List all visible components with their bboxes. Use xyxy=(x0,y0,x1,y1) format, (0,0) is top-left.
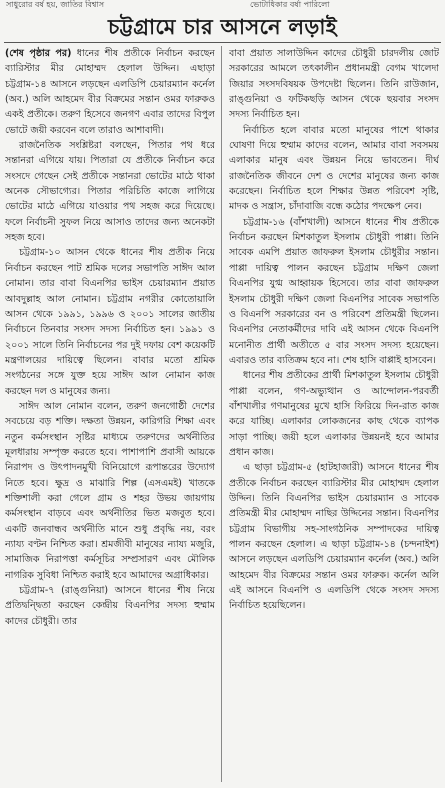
column-divider xyxy=(221,46,222,782)
previous-article-strip xyxy=(0,0,445,10)
paragraph: এ ছাড়া চট্টগ্রাম-৫ (হাটহাজারী) আসনে ধানের শীষ প্রতীকে নির্বাচন করছেন ব্যারিস্টার মীর মোহাম্মদ হেলাল উদ্দিন। তিনি বিএনপির ভাইস চেয়ারম্যান ও সাবেক প্রতিমন্ত্রী মীর মোহাম্মদ নাছির উদ্দিনের সন্তান। বিএনপির চট্টগ্রাম বিভাগীয় সহ-সাংগঠনিক সম্পাদকের দায়িত্ব পালন করছেন হেলাল। এ ছাড়া চট্টগ্রাম-১৪ (চন্দনাইশ) আসনে লড়ছেন এলডিপি চেয়ারম্যান কর্নেল (অব.) অলি আহমেদ বীর বিক্রমের সন্তান ওমর ফারুক। কর্নেল অলি এই আসনে বিএনপি ও এলডিপি থেকে সংসদ সদস্য নির্বাচিত হয়েছিলেন। xyxy=(229,462,439,612)
paragraph: নির্বাচিত হলে বাবার মতো মানুষের পাশে থাকার ঘোষণা দিয়ে হুম্মাম কাদের বলেন, আমার বাবা সবসময় এলাকার মানুষ এবং উন্নয়ন নিয়ে ভাবতেন। দীর্ঘ রাজনৈতিক জীবনে দেশ ও দেশের মানুষের জন্য কাজ করেছেন। নির্বাচিত হলে শিক্ষার উন্নত পরিবেশ সৃষ্টি, মাদক ও সন্ত্রাস, চাঁদাবাজি বন্ধে কঠোর পদক্ষেপ নেব। xyxy=(229,124,439,213)
article-headline: চট্টগ্রামে চার আসনে লড়াই xyxy=(108,15,337,39)
continuation-marker: (শেষ পৃষ্ঠার পর) xyxy=(5,48,72,59)
paragraph: রাজনৈতিক সংশ্লিষ্টরা বলছেন, পিতার পথ ধরে সন্তানরা এগিয়ে যায়। পিতারা যে প্রতীকে নির্বাচন করে সংসদে গেছেন সেই প্রতীকে সন্তানরা ভোটের মাঠে থাকা অনেক সৌভাগ্যের। পিতার পরিচিতি কাজে লাগিয়ে ভোটের মাঠে এগিয়ে যাওয়ার পথ সহজ করে দিয়েছে। ফলে নির্বাচনী সুফল নিয়ে আসাও তাদের জন্য অনেকটা সহজ হবে। xyxy=(5,140,215,244)
article-column-left xyxy=(5,46,215,778)
paragraph xyxy=(5,46,215,138)
article-column-right xyxy=(229,46,439,778)
paragraph: চট্টগ্রাম-১০ আসন থেকে ধানের শীষ প্রতীক নিয়ে নির্বাচন করছেন পাট শ্রমিক দলের সভাপতি সাঈদ আল নোমান। তার বাবা বিএনপির ভাইস চেয়ারম্যান প্রয়াত আবদুল্লাহ আল নোমান। চট্টগ্রাম নগরীর কোতোয়ালি আসন থেকে ১৯৯১, ১৯৯৬ ও ২০০১ সালের জাতীয় নির্বাচনে তিনবার সংসদ সদস্য নির্বাচিত হন। ১৯৯১ ও ২০০১ সালে তিনি নির্বাচনের পর দুই দফায় বেশ কয়েকটি মন্ত্রণালয়ের দায়িত্বে ছিলেন। বাবার মতো শ্রমিক সংগঠনের সঙ্গে যুক্ত হয়ে সাঈদ আল নোমান কাজ করছেন দল ও মানুষের জন্য। xyxy=(5,247,215,397)
paragraph: চট্টগ্রাম-৭ (রাঙ্গুনিয়া) আসনে ধানের শীষ নিয়ে প্রতিদ্বন্দ্বিতা করছেন কেন্দ্রীয় বিএনপির সদস্য হুম্মাম কাদের চৌধুরী। তার xyxy=(5,585,215,627)
paragraph: চট্টগ্রাম-১৬ (বাঁশখালী) আসনে ধানের শীষ প্রতীকে নির্বাচন করছেন মিশকাতুল ইসলাম চৌধুরী পাপ্পা। তিনি সাবেক এমপি প্রয়াত জাফরুল ইসলাম চৌধুরীর সন্তান। পাপ্পা দায়িত্ব পালন করছেন চট্টগ্রাম দক্ষিণ জেলা বিএনপির যুগ্ম আহ্বায়ক হিসেবে। তার বাবা জাফরুল ইসলাম চৌধুরী দক্ষিণ জেলা বিএনপির সাবেক সভাপতি ও বিএনপি সরকারের বন ও পরিবেশ প্রতিমন্ত্রী ছিলেন। বিএনপির নেতাকর্মীদের দাবি এই আসন থেকে বিএনপি মনোনীত প্রার্থী অতীতে ৫ বার সংসদ সদস্য হয়েছেন। এবারও তার ব্যতিক্রম হবে না। শেষ হাসি বাপ্পাই হাসবেন। xyxy=(229,216,439,366)
strip-left-text: সাধুরোর বর্ষ হয়, জাতির বিশ্বাস xyxy=(6,0,104,9)
headline-rule xyxy=(4,42,441,43)
paragraph: সাঈদ আল নোমান বলেন, তরুণ জনগোষ্ঠী দেশের সবচেয়ে বড় শক্তি। দক্ষতা উন্নয়ন, কারিগরি শিক্ষা এবং নতুন কর্মসংস্থান সৃষ্টির মাধ্যমে তরুণদের অর্থনীতির মূলধারায় সম্পৃক্ত করতে হবে। পাশাপাশি প্রবাসী আয়কে নিরাপদ ও উৎপাদনমুখী বিনিয়োগে রূপান্তরের উদ্যোগ নিতে হবে। ক্ষুদ্র ও মাঝারি শিল্প (এসএমই) খাতকে শক্তিশালী করা গেলে গ্রাম ও শহর উভয় জায়গায় কর্মসংস্থান বাড়বে এবং অর্থনীতির ভিত মজবুত হবে। একটি জনবান্ধব অর্থনীতি মানে শুধু প্রবৃদ্ধি নয়, বরং ন্যায্য বণ্টন নিশ্চিত করা। শ্রমজীবী মানুষের ন্যায্য মজুরি, সামাজিক নিরাপত্তা কর্মসূচির সম্প্রসারণ এবং মৌলিক নাগরিক সুবিধা নিশ্চিত করাই হবে আমাদের অগ্রাধিকার। xyxy=(5,400,215,581)
strip-right-text: ভোটাধিকার বর্ষা পারিলো xyxy=(250,0,330,9)
paragraph: বাবা প্রয়াত সালাউদ্দিন কাদের চৌধুরী চারদলীয় জোট সরকারের আমলে তৎকালীন প্রধানমন্ত্রী বেগম খালেদা জিয়ার সংসদবিষয়ক উপদেষ্টা ছিলেন। তিনি রাউজান, রাঙ্গুনিয়া ও ফটিকছড়ি আসন থেকে ছয়বার সংসদ সদস্য নির্বাচিত হন। xyxy=(229,48,439,121)
paragraph: ধানের শীষ প্রতীকের প্রার্থী মিশকাতুল ইসলাম চৌধুরী পাপ্পা বলেন, গণ-অভ্যুত্থান ও আন্দোলন-পরবর্তী বাঁশখালীর গণমানুষের মুখে হাসি ফিরিয়ে দিন-রাত কাজ করে যাচ্ছি। এলাকার লোকজনের কাছ থেকে ব্যাপক সাড়া পাচ্ছি। জয়ী হলে এলাকার উন্নয়নই হবে আমার প্রধান কাজ। xyxy=(229,370,439,458)
paragraph-text: ধানের শীষ প্রতীকে নির্বাচন করছেন ব্যারিস্টার মীর মোহাম্মদ হেলাল উদ্দিন। এছাড়া চট্টগ্রাম-১৪ আসনে লড়ছেন এলডিপি চেয়ারম্যান কর্নেল (অব.) অলি আহমেদ বীর বিক্রমের সন্তান ওমর ফারুকও একই প্রতীকে। তরুণ হিসেবে জনগণ এবার তাদের বিপুল ভোটে জয়ী করবেন বলে তারাও আশাবাদী। xyxy=(5,48,215,136)
